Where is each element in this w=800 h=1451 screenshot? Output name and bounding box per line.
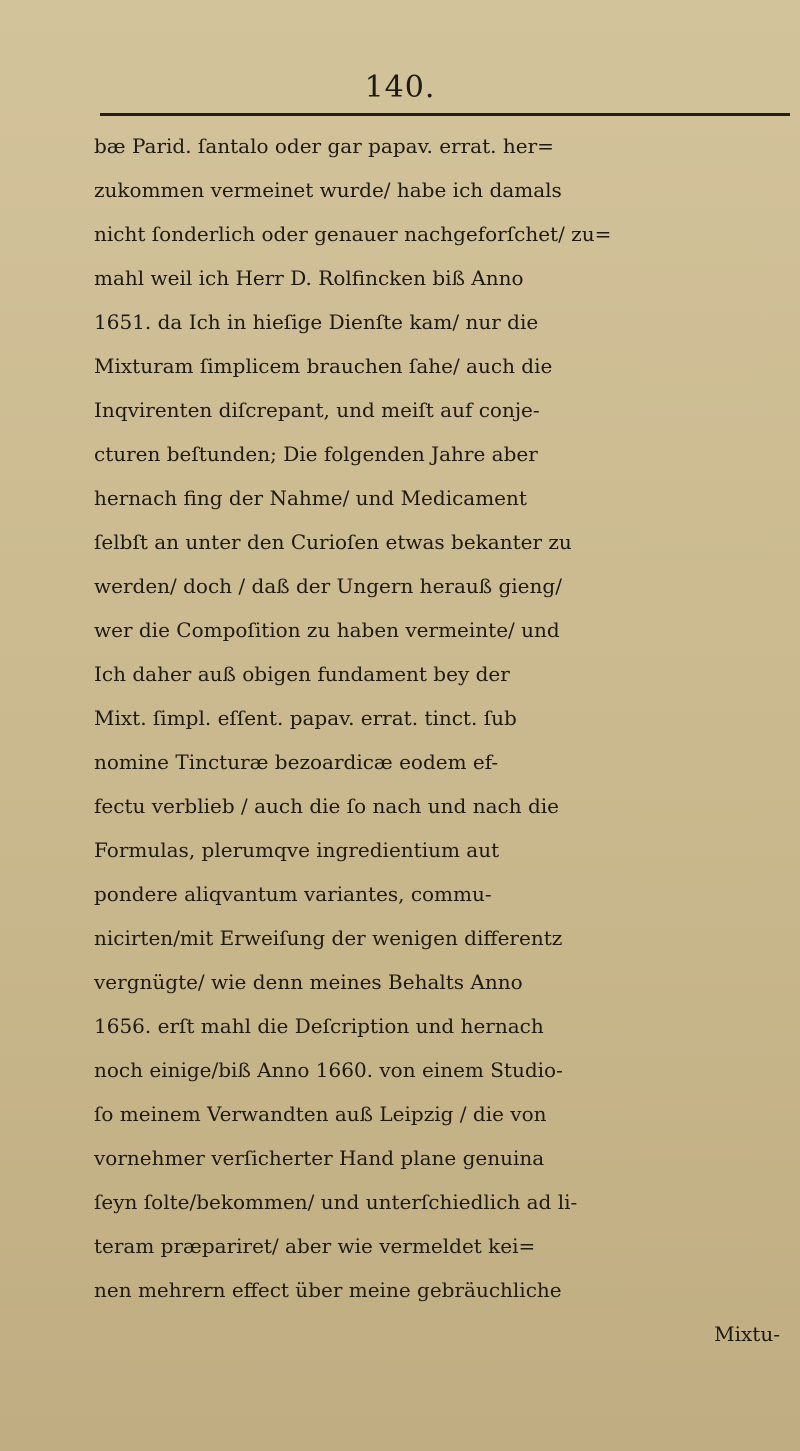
text-line: noch einige/biß Anno 1660. von einem Studio- [94, 1058, 563, 1082]
text-line: nicirten/mit Erweiſung der wenigen differentz [94, 926, 563, 950]
text-line: vergnügte/ wie denn meines Behalts Anno [94, 970, 523, 994]
text-line: ſeyn ſolte/bekommen/ und unterſchiedlich ad li- [94, 1190, 578, 1214]
catchword: Mixtu- [714, 1322, 780, 1346]
text-line: Mixturam ſimplicem brauchen ſahe/ auch die [94, 354, 553, 378]
text-line: werden/ doch / daß der Ungern herauß gieng/ [94, 574, 562, 598]
text-line: fectu verblieb / auch die ſo nach und nach die [94, 794, 559, 818]
text-line: 1651. da Ich in hieſige Dienſte kam/ nur die [94, 310, 539, 334]
header-rule [100, 113, 790, 116]
text-line: nicht ſonderlich oder genauer nachgeforſchet/ zu= [94, 222, 612, 246]
text-line: Inqvirenten diſcrepant, und meiſt auf conje- [94, 398, 540, 422]
text-line: ſelbſt an unter den Curioſen etwas bekanter zu [94, 530, 572, 554]
text-line: nomine Tincturæ bezoardicæ eodem ef- [94, 750, 499, 774]
text-line: Formulas, plerumqve ingredientium aut [94, 838, 500, 862]
text-line: vornehmer verſicherter Hand plane genuina [94, 1146, 545, 1170]
text-line: pondere aliqvantum variantes, commu- [94, 882, 492, 906]
text-line: hernach fing der Nahme/ und Medicament [94, 486, 527, 510]
text-line: wer die Compoſition zu haben vermeinte/ und [94, 618, 560, 642]
text-line: zukommen vermeinet wurde/ habe ich damals [94, 178, 562, 202]
text-line: teram præpariret/ aber wie vermeldet kei= [94, 1234, 536, 1258]
text-line: 1656. erſt mahl die Deſcription und hernach [94, 1014, 544, 1038]
text-line: Ich daher auß obigen fundament bey der [94, 662, 510, 686]
text-line: mahl weil ich Herr D. Rolfincken biß Anno [94, 266, 524, 290]
text-line: bæ Parid. ſantalo oder gar papav. errat. her= [94, 134, 554, 158]
text-line: nen mehrern effect über meine gebräuchliche [94, 1278, 562, 1302]
body-text [94, 124, 784, 1356]
page-number: 140. [364, 70, 436, 105]
text-line: cturen beſtunden; Die folgenden Jahre aber [94, 442, 538, 466]
text-line: ſo meinem Verwandten auß Leipzig / die von [94, 1102, 547, 1126]
text-line: Mixt. ſimpl. eſſent. papav. errat. tinct. ſub [94, 706, 517, 730]
